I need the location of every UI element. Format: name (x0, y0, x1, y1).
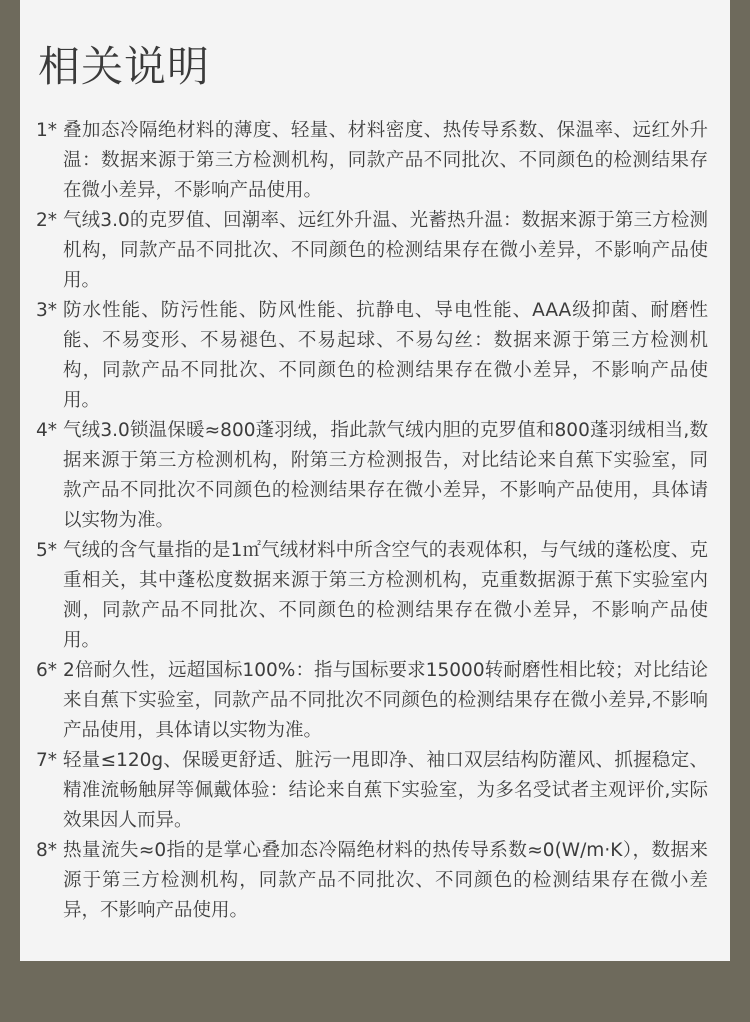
note-text: 防水性能、防污性能、防风性能、抗静电、导电性能、AAA级抑菌、耐磨性能、不易变形、不易褪色、不易起球、不易勾丝：数据来源于第三方检测机构，同款产品不同批次、不同颜色的检测结果存在微小差异，不影响产品使用。 (63, 300, 708, 411)
note-item-2 (36, 206, 708, 296)
notes-list (36, 116, 708, 926)
note-item-8 (36, 836, 708, 926)
note-marker: 5* (36, 540, 58, 561)
note-marker: 4* (36, 420, 58, 441)
note-item-6 (36, 656, 708, 746)
page-title: 相关说明 (38, 42, 211, 91)
note-marker: 2* (36, 210, 58, 231)
note-text: 气绒的含气量指的是1㎡气绒材料中所含空气的表观体积，与气绒的蓬松度、克重相关，其中蓬松度数据来源于第三方检测机构，克重数据源于蕉下实验室内测，同款产品不同批次、不同颜色的检测结果存在微小差异，不影响产品使用。 (63, 540, 708, 651)
note-marker: 1* (36, 120, 58, 141)
note-item-7 (36, 746, 708, 836)
notes-card (20, 0, 730, 961)
note-marker: 7* (36, 750, 58, 771)
note-text: 热量流失≈0指的是掌心叠加态冷隔绝材料的热传导系数≈0(W/m·K），数据来源于第三方检测机构，同款产品不同批次、不同颜色的检测结果存在微小差异，不影响产品使用。 (63, 840, 708, 921)
note-text: 气绒3.0的克罗值、回潮率、远红外升温、光蓄热升温：数据来源于第三方检测机构，同款产品不同批次、不同颜色的检测结果存在微小差异，不影响产品使用。 (63, 210, 708, 291)
note-marker: 8* (36, 840, 58, 861)
note-text: 2倍耐久性，远超国标100%：指与国标要求15000转耐磨性相比较；对比结论来自蕉下实验室，同款产品不同批次不同颜色的检测结果存在微小差异,不影响产品使用，具体请以实物为准。 (63, 660, 708, 741)
note-marker: 3* (36, 300, 58, 321)
note-text: 轻量≤120g、保暖更舒适、脏污一甩即净、袖口双层结构防灌风、抓握稳定、精准流畅触屏等佩戴体验：结论来自蕉下实验室，为多名受试者主观评价,实际效果因人而异。 (63, 750, 708, 831)
note-marker: 6* (36, 660, 58, 681)
note-text: 气绒3.0锁温保暖≈800蓬羽绒，指此款气绒内胆的克罗值和800蓬羽绒相当,数据来源于第三方检测机构，附第三方检测报告，对比结论来自蕉下实验室，同款产品不同批次不同颜色的检测结果存在微小差异，不影响产品使用，具体请以实物为准。 (63, 420, 708, 531)
note-item-5 (36, 536, 708, 656)
note-item-3 (36, 296, 708, 416)
note-text: 叠加态冷隔绝材料的薄度、轻量、材料密度、热传导系数、保温率、远红外升温：数据来源于第三方检测机构，同款产品不同批次、不同颜色的检测结果存在微小差异，不影响产品使用。 (63, 120, 708, 201)
note-item-4 (36, 416, 708, 536)
note-item-1 (36, 116, 708, 206)
